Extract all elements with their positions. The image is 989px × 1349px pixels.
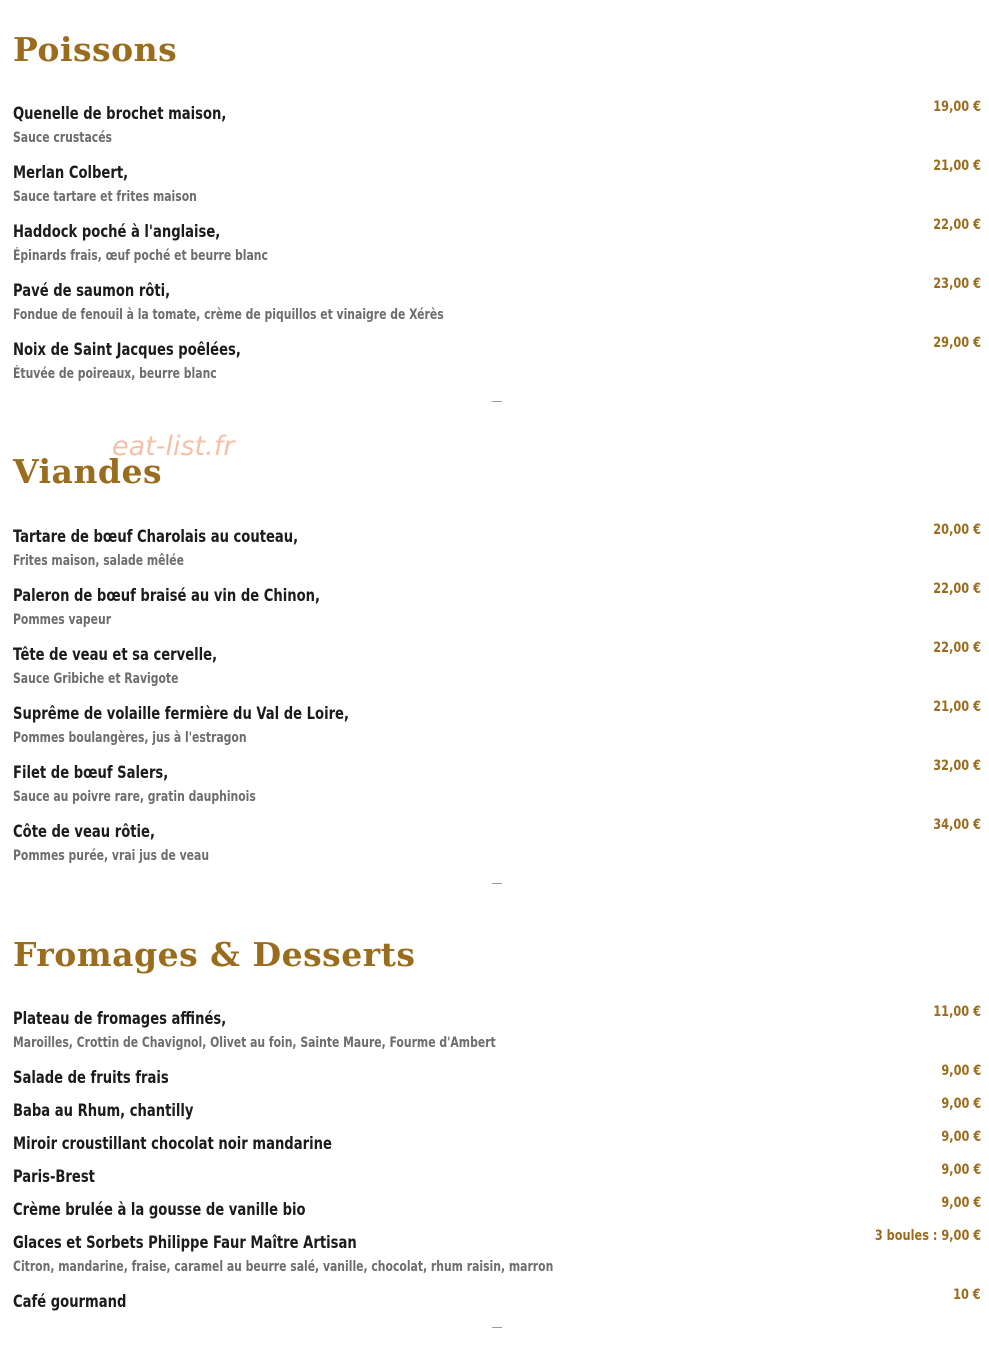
item-name: Tête de veau et sa cervelle,	[13, 645, 218, 665]
item-name: Merlan Colbert,	[13, 163, 129, 183]
menu-item	[13, 335, 981, 383]
menu-item	[13, 640, 981, 688]
menu-item	[13, 1195, 981, 1221]
item-name: Salade de fruits frais	[13, 1068, 169, 1088]
item-name: Suprême de volaille fermière du Val de Loire,	[13, 704, 349, 724]
item-price: 22,00 €	[933, 581, 981, 597]
menu-item	[13, 1096, 981, 1122]
menu-item	[13, 699, 981, 747]
menu-item	[13, 1287, 981, 1313]
item-name: Crème brulée à la gousse de vanille bio	[13, 1200, 306, 1220]
item-price: 9,00 €	[941, 1063, 981, 1079]
item-description: Pommes vapeur	[13, 612, 112, 628]
item-price: 20,00 €	[933, 522, 981, 538]
item-description: Sauce au poivre rare, gratin dauphinois	[13, 789, 256, 805]
menu-item	[13, 1063, 981, 1089]
item-price: 34,00 €	[933, 817, 981, 833]
menu-item	[13, 158, 981, 206]
item-description: Pommes purée, vrai jus de veau	[13, 848, 210, 864]
watermark: eat-list.fr	[112, 431, 235, 462]
item-name: Côte de veau rôtie,	[13, 822, 155, 842]
section-divider	[492, 401, 502, 402]
menu-item	[13, 1129, 981, 1155]
item-description: Étuvée de poireaux, beurre blanc	[13, 366, 217, 382]
menu-item	[13, 1228, 981, 1276]
item-name: Noix de Saint Jacques poêlées,	[13, 340, 241, 360]
item-price: 21,00 €	[933, 699, 981, 715]
section-divider	[492, 883, 502, 884]
item-name: Glaces et Sorbets Philippe Faur Maître Artisan	[13, 1233, 357, 1253]
section-title-poissons: Poissons	[13, 30, 178, 69]
menu-item	[13, 817, 981, 865]
item-price: 32,00 €	[933, 758, 981, 774]
item-price: 9,00 €	[941, 1129, 981, 1145]
item-description: Sauce tartare et frites maison	[13, 189, 197, 205]
item-description: Pommes boulangères, jus à l'estragon	[13, 730, 247, 746]
menu-item	[13, 217, 981, 265]
menu-item	[13, 758, 981, 806]
item-price: 9,00 €	[941, 1096, 981, 1112]
item-price: 9,00 €	[941, 1162, 981, 1178]
section-divider	[492, 1327, 502, 1328]
item-name: Café gourmand	[13, 1292, 127, 1312]
item-price: 23,00 €	[933, 276, 981, 292]
item-name: Plateau de fromages affinés,	[13, 1009, 227, 1029]
menu-item	[13, 276, 981, 324]
item-description: Sauce Gribiche et Ravigote	[13, 671, 179, 687]
menu-item	[13, 99, 981, 147]
item-name: Pavé de saumon rôti,	[13, 281, 171, 301]
menu-item	[13, 581, 981, 629]
item-name: Paris-Brest	[13, 1167, 95, 1187]
item-name: Miroir croustillant chocolat noir mandarine	[13, 1134, 332, 1154]
section-title-viandes: Viandes	[13, 452, 163, 491]
item-name: Filet de bœuf Salers,	[13, 763, 169, 783]
item-name: Paleron de bœuf braisé au vin de Chinon,	[13, 586, 321, 606]
item-price: 10 €	[953, 1287, 981, 1303]
item-name: Haddock poché à l'anglaise,	[13, 222, 221, 242]
item-description: Maroilles, Crottin de Chavignol, Olivet au foin, Sainte Maure, Fourme d'Ambert	[13, 1035, 496, 1051]
menu-item	[13, 522, 981, 570]
item-price: 21,00 €	[933, 158, 981, 174]
menu-item	[13, 1162, 981, 1188]
item-price: 9,00 €	[941, 1195, 981, 1211]
item-description: Épinards frais, œuf poché et beurre blanc	[13, 248, 268, 264]
item-price: 19,00 €	[933, 99, 981, 115]
section-title-fromages-desserts: Fromages & Desserts	[13, 935, 416, 974]
item-description: Frites maison, salade mêlée	[13, 553, 184, 569]
item-name: Baba au Rhum, chantilly	[13, 1101, 194, 1121]
item-description: Sauce crustacés	[13, 130, 112, 146]
item-description: Citron, mandarine, fraise, caramel au beurre salé, vanille, chocolat, rhum raisin, marron	[13, 1259, 554, 1275]
item-name: Quenelle de brochet maison,	[13, 104, 227, 124]
menu-item	[13, 1004, 981, 1052]
item-price: 3 boules : 9,00 €	[874, 1228, 981, 1244]
item-description: Fondue de fenouil à la tomate, crème de piquillos et vinaigre de Xérès	[13, 307, 444, 323]
item-price: 11,00 €	[933, 1004, 981, 1020]
item-price: 22,00 €	[933, 640, 981, 656]
item-name: Tartare de bœuf Charolais au couteau,	[13, 527, 299, 547]
item-price: 22,00 €	[933, 217, 981, 233]
item-price: 29,00 €	[933, 335, 981, 351]
